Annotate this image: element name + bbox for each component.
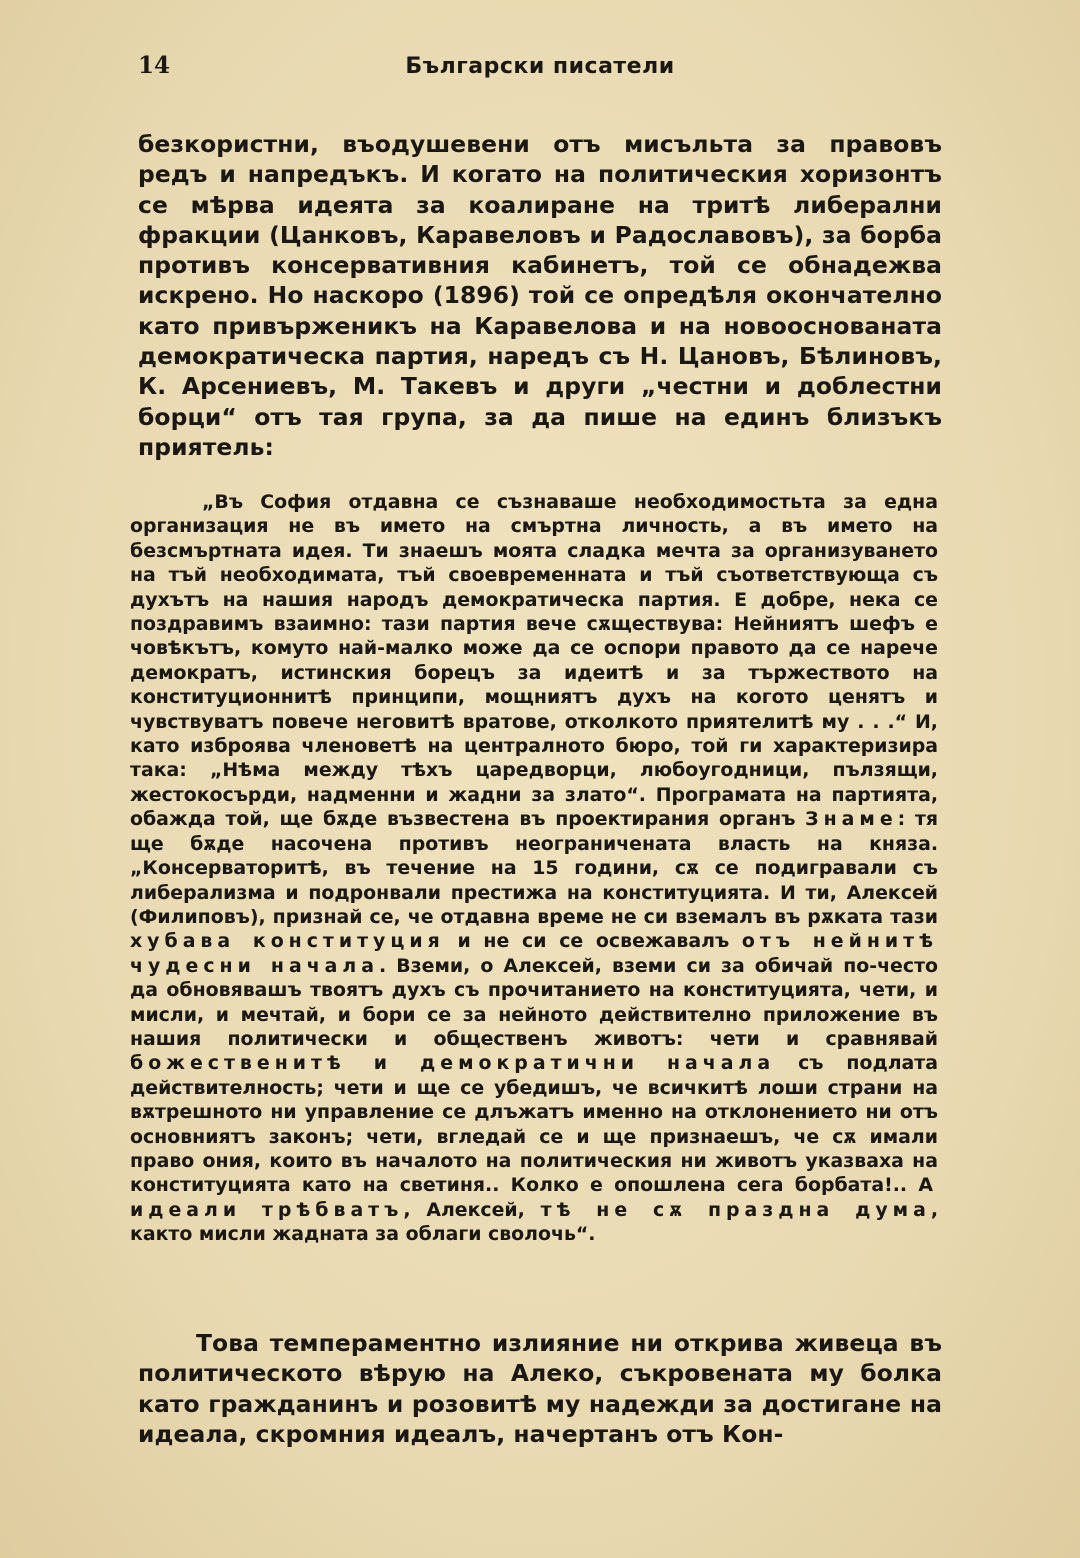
quote-emphasis-3: божественитѣ и демократични начала [130, 1052, 776, 1075]
quote-emphasis-4: А идеали трѣбватъ [130, 1174, 938, 1221]
letter-quotation [130, 490, 938, 1247]
quote-text-6: , Алексей, [403, 1198, 525, 1221]
quote-emphasis-2: отъ нейнитѣ чудесни начала [130, 930, 938, 977]
running-title: Български писатели [405, 54, 675, 79]
quote-text-2: : тя ще бѫде насочена противъ неограничената власть на княза. „Консерваторитѣ, въ течение на 15 години, сѫ се подигравали съ либерализма и подронвали престижа на конституцията. И ти, Алексей (Филиповъ), признай се, че отдавна време не си вземалъ въ рѫката тази [130, 808, 939, 928]
quote-emphasis-1: хубава конституция [130, 930, 445, 953]
quote-emphasis-znamе: Знаме [805, 808, 898, 831]
quote-emphasis-5: тѣ не сѫ празднa дума [540, 1198, 931, 1221]
quote-text-3: и не си се освежавалъ [457, 930, 730, 953]
paragraph-1-text: безкористни, въодушевени отъ мисъльта за правовъ редъ и напредъкъ. И когато на политическия хоризонтъ се мѣрва идеята за коалиране на тритѣ либерални фракции (Цанковъ, Каравеловъ и Радославовъ), за борба противъ консервативния кабинетъ, той се обнадежва искрено. Но наскоро (1896) той се опредѣля окончателно като привърженикъ на Каравелова и на новооснованата демократическа партия, наредъ съ Н. Цановъ, Бѣлиновъ, К. Арсениевъ, М. Такевъ и други „честни и доблестни борци“ отъ тая група, за да пише на единъ близъкъ приятель: [138, 130, 942, 461]
body-paragraph-1 [138, 129, 942, 462]
quote-text-5: съ подлата действителность; чети и ще се убедишъ, че всичкитѣ лоши страни на вѫтрешното ни управление се длъжатъ именно на отклонението ни отъ основниятъ законъ; чети, вгледай се и ще признаешъ, че сѫ имали право ония, които въ началото на политическия ни животъ указваха на конституцията като на светиня.. Колко е опошлена сега борбата!.. [130, 1052, 938, 1197]
body-paragraph-3 [138, 1328, 942, 1449]
page-number: 14 [138, 52, 171, 79]
quote-text-4: . Вземи, о Алексей, вземи си за обичай по-често да обновявашъ твоятъ духъ съ прочитанието на конституцията, чети, и мисли, и мечтай, и бори се за нейното действително приложение въ нашия политически и общественъ животъ: чети и сравнявай [130, 954, 938, 1050]
paragraph-3-text: Това темпераментно излияние ни открива живеца въ политическото вѣрую на Алеко, съкровената му болка като гражданинъ и розовитѣ му надежди за достигане на идеала, скромния идеалъ, начертанъ отъ Кон- [138, 1329, 942, 1448]
quote-text-7: , както мисли жадната за облаги сволочь“. [130, 1198, 939, 1246]
quote-text-1: „Въ София отдавна се съзнаваше необходимостьта за една организация не въ името на смъртна личность, а въ името на безсмъртната идея. Ти знаешъ моята сладка мечта за организуването на тъй необходимата, тъй своевременната и тъй съответствующа съ духътъ на нашия народъ демократическа партия. Е добре, нека се поздравимъ взаимно: тази партия вече сѫществува: Нейниятъ шефъ е човѣкътъ, комуто най-малко може да се оспори правото да се нарече демократъ, истинския борецъ за идеитѣ и за тържеството на конституционнитѣ принципи, мощниятъ духъ на когото ценятъ и чувствуватъ повече неговитѣ вратове, отколкото приятелитѣ му . . .“ И, като изброява членоветѣ на централното бюро, той ги характеризира така: „Нѣма между тѣхъ царедворци, любоугодници, пълзящи, жестокосърди, надменни и жадни за злато“. Програмата на партията, обажда той, ще бѫде възвестена въ проектирания органъ [130, 491, 938, 831]
